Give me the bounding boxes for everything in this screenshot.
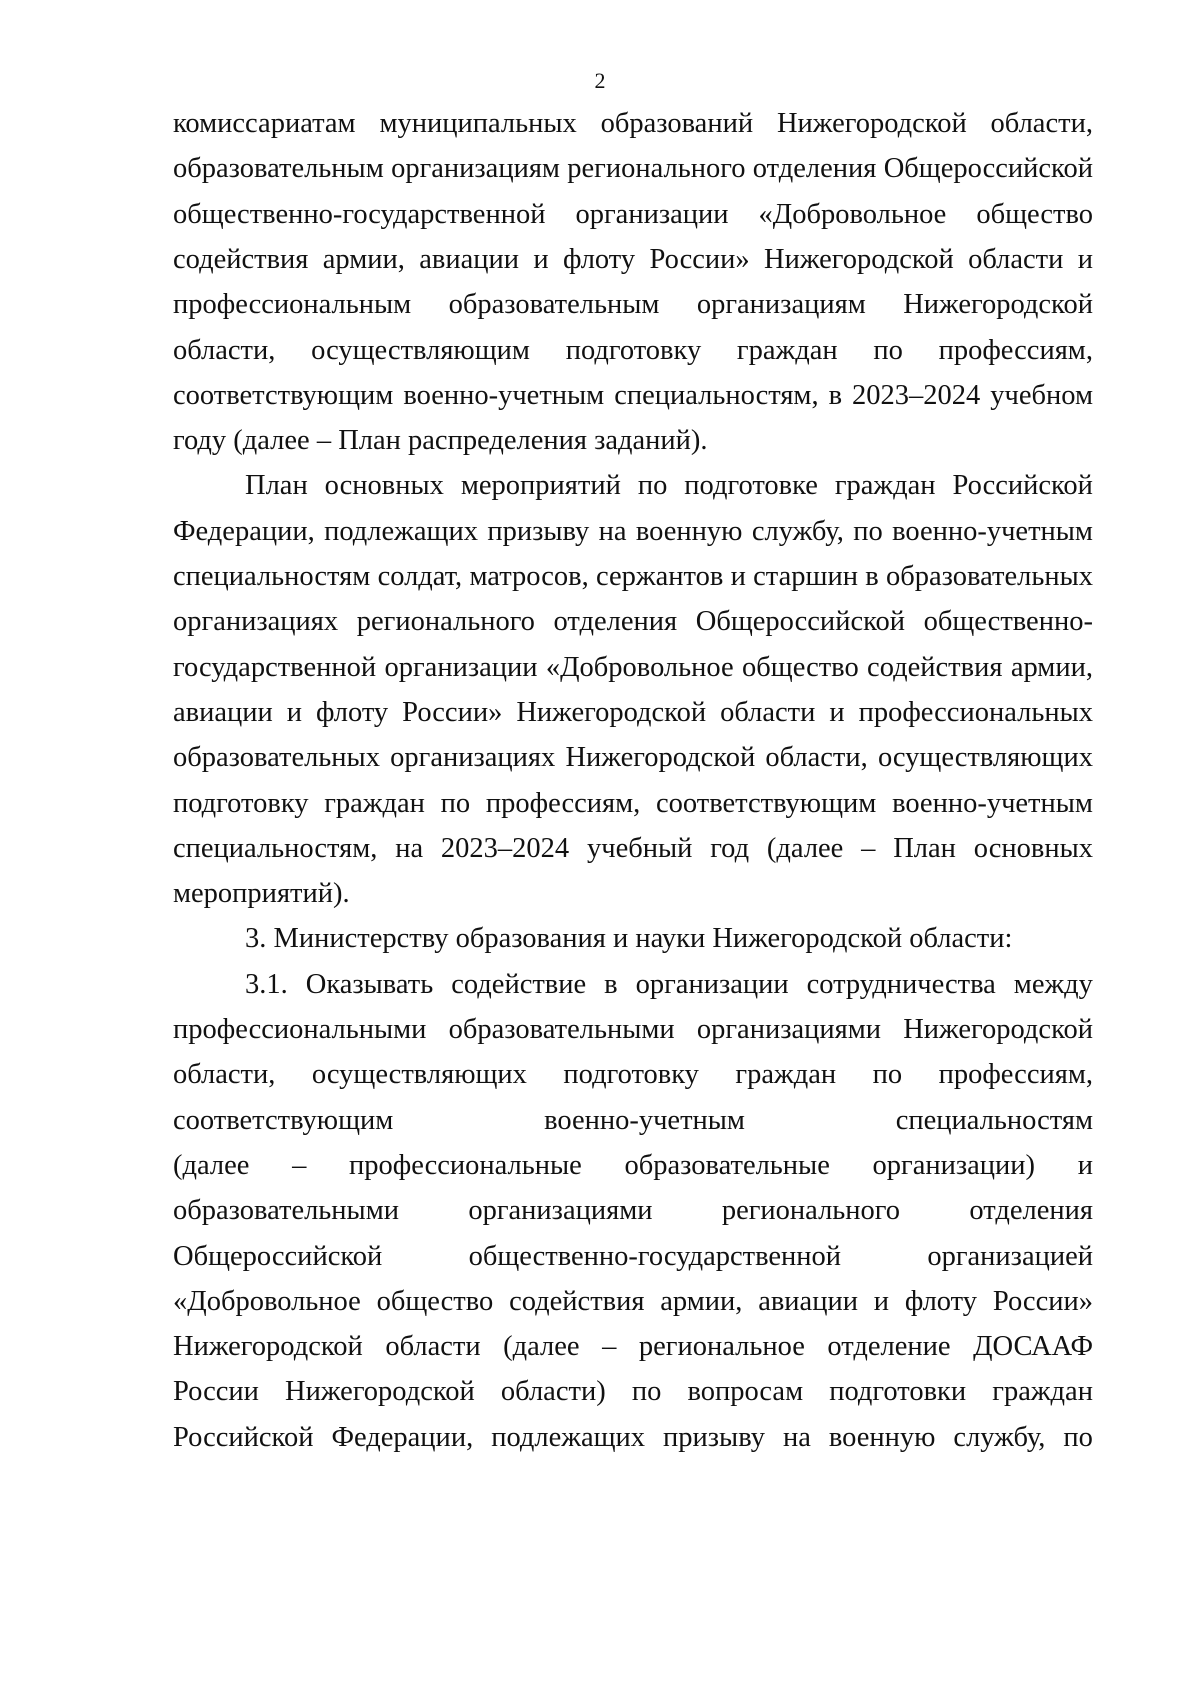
word: Российской (173, 1421, 314, 1453)
word: содействия (173, 243, 309, 275)
word: содействия (509, 1285, 645, 1317)
word: год (710, 832, 750, 864)
word: осуществляющих (877, 742, 1093, 774)
text-line: 3. Министерству образования и науки Нижегородской области: (245, 923, 1013, 955)
word: «Добровольное (173, 1285, 361, 1317)
word: регионального (721, 1195, 901, 1227)
word: вопросам (687, 1376, 804, 1408)
word: образовательными (173, 1195, 399, 1227)
word: авиации (419, 243, 519, 275)
word: профессиональные (349, 1149, 582, 1181)
word: «Добровольное (545, 651, 734, 683)
word: и (730, 561, 746, 592)
word: военную (635, 515, 743, 547)
word: призыву (487, 515, 590, 547)
word: сотрудничества (806, 968, 996, 1000)
word: профессиям, (485, 787, 641, 819)
word: области, (990, 108, 1093, 139)
word: организациях (390, 742, 556, 774)
word: осуществляющих (311, 1059, 527, 1091)
word: специальностям (173, 561, 371, 592)
text-line (173, 512, 1093, 552)
word: и (286, 696, 303, 728)
word: на (395, 832, 424, 864)
word: на (598, 515, 627, 547)
word: профессиональными (173, 1014, 427, 1045)
word: и (533, 243, 549, 275)
word: военно-учетным (403, 379, 605, 411)
word: мероприятий (460, 470, 621, 502)
word: профессиональных (858, 696, 1093, 728)
text-line (173, 738, 1093, 778)
word: призыву (663, 1421, 765, 1453)
word: Общероссийской (883, 153, 1093, 185)
word: Нижегородской (776, 108, 967, 139)
word: подготовке (684, 470, 818, 502)
word: отделения (752, 153, 877, 185)
word: подготовки (829, 1376, 967, 1408)
text-line (173, 104, 1093, 144)
text-line (173, 195, 1093, 235)
word: России» (649, 243, 750, 275)
word: основных (324, 470, 444, 502)
word: профессиям, (938, 1059, 1093, 1091)
word: подлежащих (491, 1421, 646, 1453)
word: специальностям, (614, 379, 819, 411)
word: по (853, 515, 883, 547)
word: флоту (316, 696, 389, 728)
word: отделения (969, 1195, 1093, 1227)
word: области (968, 243, 1064, 275)
word: образовательных (173, 742, 380, 774)
word: области, (173, 334, 276, 366)
word: по (872, 1059, 903, 1091)
word: План (245, 470, 308, 502)
word: матросов, (469, 561, 589, 592)
word: образовательных (886, 561, 1093, 592)
word: общественно-государственной (173, 198, 546, 230)
word: области (385, 1331, 481, 1363)
word: образовательным (448, 289, 660, 321)
word: авиации (758, 1285, 858, 1317)
word: солдат, (377, 561, 463, 592)
word: флоту (904, 1285, 978, 1317)
word: региональное (638, 1331, 805, 1363)
word: общество (742, 651, 859, 683)
word: Нижегородской (285, 1376, 475, 1408)
word: Федерации, (173, 515, 315, 547)
word: по (1063, 1421, 1093, 1453)
word: граждан (992, 1376, 1093, 1408)
word: профессиональным (173, 289, 412, 321)
word: отделения (553, 606, 678, 638)
word: комиссариатам (173, 108, 356, 139)
word: специальностям, (173, 832, 378, 864)
word: области (720, 696, 816, 728)
text-line (173, 1010, 1093, 1050)
word: специальностям (895, 1104, 1093, 1136)
text-line (173, 1101, 1093, 1141)
text-line (173, 648, 1093, 688)
word: граждан (736, 334, 838, 366)
word: 2023–2024 (852, 379, 981, 411)
word: военную (828, 1421, 936, 1453)
word: организации (635, 968, 789, 1000)
word: Нижегородской (903, 1014, 1093, 1045)
word: организациями (696, 1014, 882, 1045)
word: соответствующим (656, 787, 877, 819)
word: (далее (503, 1331, 580, 1363)
word: учебном (990, 379, 1093, 411)
word: общество (376, 1285, 494, 1317)
word: службу, (953, 1421, 1046, 1453)
word: на (782, 1421, 811, 1453)
word: учебный (586, 832, 693, 864)
word: по (873, 334, 903, 366)
text-line (173, 149, 1093, 189)
text-line (173, 1327, 1093, 1367)
word: Нижегородской (173, 1331, 363, 1363)
word: регионального (356, 606, 535, 638)
word: военно-учетным (544, 1104, 745, 1136)
word: подготовку (565, 334, 702, 366)
text-line (173, 1191, 1093, 1231)
word: и (873, 1285, 890, 1317)
word: организациях (173, 606, 339, 638)
word: 2023–2024 (440, 832, 570, 864)
word: организациями (468, 1195, 653, 1227)
word: армии, (322, 243, 405, 275)
text-line (173, 784, 1093, 824)
word: осуществляющим (311, 334, 530, 366)
word: – (861, 832, 876, 864)
text-line (173, 1237, 1093, 1277)
word: общество (976, 198, 1093, 230)
word: и (829, 696, 845, 728)
word: общественно- (923, 606, 1093, 638)
word: организацией (927, 1240, 1093, 1272)
word: подготовку (563, 1059, 699, 1091)
word: (далее (766, 832, 844, 864)
word: граждан (735, 1059, 837, 1091)
text-line (173, 557, 1093, 597)
word: армии, (1010, 651, 1093, 683)
word: авиации (173, 696, 273, 728)
word: области) (500, 1376, 606, 1408)
word: содействия (867, 651, 1003, 683)
word: в (604, 968, 618, 1000)
word: по (440, 787, 471, 819)
word: в (828, 379, 843, 411)
word: и (1077, 243, 1093, 275)
word: России (173, 1376, 259, 1408)
word: и (1077, 1149, 1093, 1181)
word: образований (600, 108, 754, 139)
word: военно-учетным (892, 787, 1093, 819)
text-line (173, 1418, 1093, 1458)
word: службу, (751, 515, 844, 547)
text-line (173, 1146, 1093, 1186)
word: образовательными (448, 1014, 675, 1045)
word: организациям (696, 289, 866, 321)
word: подготовку (173, 787, 309, 819)
word: России» (402, 696, 503, 728)
word: Нижегородской (763, 243, 954, 275)
word: организациям (391, 153, 560, 185)
word: содействие (451, 968, 587, 1000)
word: соответствующим (173, 1104, 394, 1136)
word: 3.1. (245, 968, 288, 1000)
word: основных (973, 832, 1093, 864)
text-line (173, 331, 1093, 371)
word: – (292, 1149, 307, 1181)
word: организации (384, 651, 538, 683)
text-line (245, 965, 1093, 1005)
word: сержантов (596, 561, 724, 592)
word: флоту (562, 243, 636, 275)
word: организации (575, 198, 729, 230)
word: регионального (567, 153, 746, 185)
word: Оказывать (305, 968, 434, 1000)
word: граждан (324, 787, 425, 819)
word: ДОСААФ (973, 1331, 1093, 1363)
text-line (173, 693, 1093, 733)
word: области, (765, 742, 868, 774)
word: по (637, 470, 668, 502)
word: отделение (827, 1331, 951, 1363)
word: соответствующим (173, 379, 394, 411)
word: армии, (660, 1285, 743, 1317)
word: области, (173, 1059, 276, 1091)
word: государственной (173, 651, 377, 683)
word: по (631, 1376, 662, 1408)
word: старшин (753, 561, 858, 592)
word: Российской (952, 470, 1093, 502)
word: Нижегородской (565, 742, 756, 774)
text-line (173, 1055, 1093, 1095)
text-line (173, 376, 1093, 416)
text-line: году (далее – План распределения заданий). (173, 425, 708, 457)
word: образовательным (173, 153, 384, 185)
word: Федерации, (331, 1421, 474, 1453)
word: в (865, 561, 879, 592)
word: организации) (872, 1149, 1036, 1181)
text-line (173, 240, 1093, 280)
word: муниципальных (379, 108, 577, 139)
word: Общероссийской (695, 606, 905, 638)
word: «Добровольное (758, 198, 947, 230)
word: подлежащих (324, 515, 478, 547)
word: Нижегородской (516, 696, 707, 728)
word: граждан (834, 470, 936, 502)
word: – (602, 1331, 617, 1363)
word: профессиям, (938, 334, 1093, 366)
word: образовательные (624, 1149, 830, 1181)
word: Общероссийской (173, 1240, 383, 1272)
text-line (173, 1372, 1093, 1412)
text-line (245, 466, 1093, 506)
word: Нижегородской (903, 289, 1093, 321)
word: России» (992, 1285, 1093, 1317)
text-line (173, 602, 1093, 642)
page-number: 2 (594, 68, 606, 93)
word: (далее (173, 1149, 250, 1181)
word: между (1013, 968, 1093, 1000)
text-line (173, 1282, 1093, 1322)
text-line: мероприятий). (173, 878, 350, 910)
word: военно-учетным (892, 515, 1093, 547)
text-line (173, 285, 1093, 325)
word: общественно-государственной (468, 1240, 842, 1272)
word: План (893, 832, 956, 864)
text-line (173, 829, 1093, 869)
